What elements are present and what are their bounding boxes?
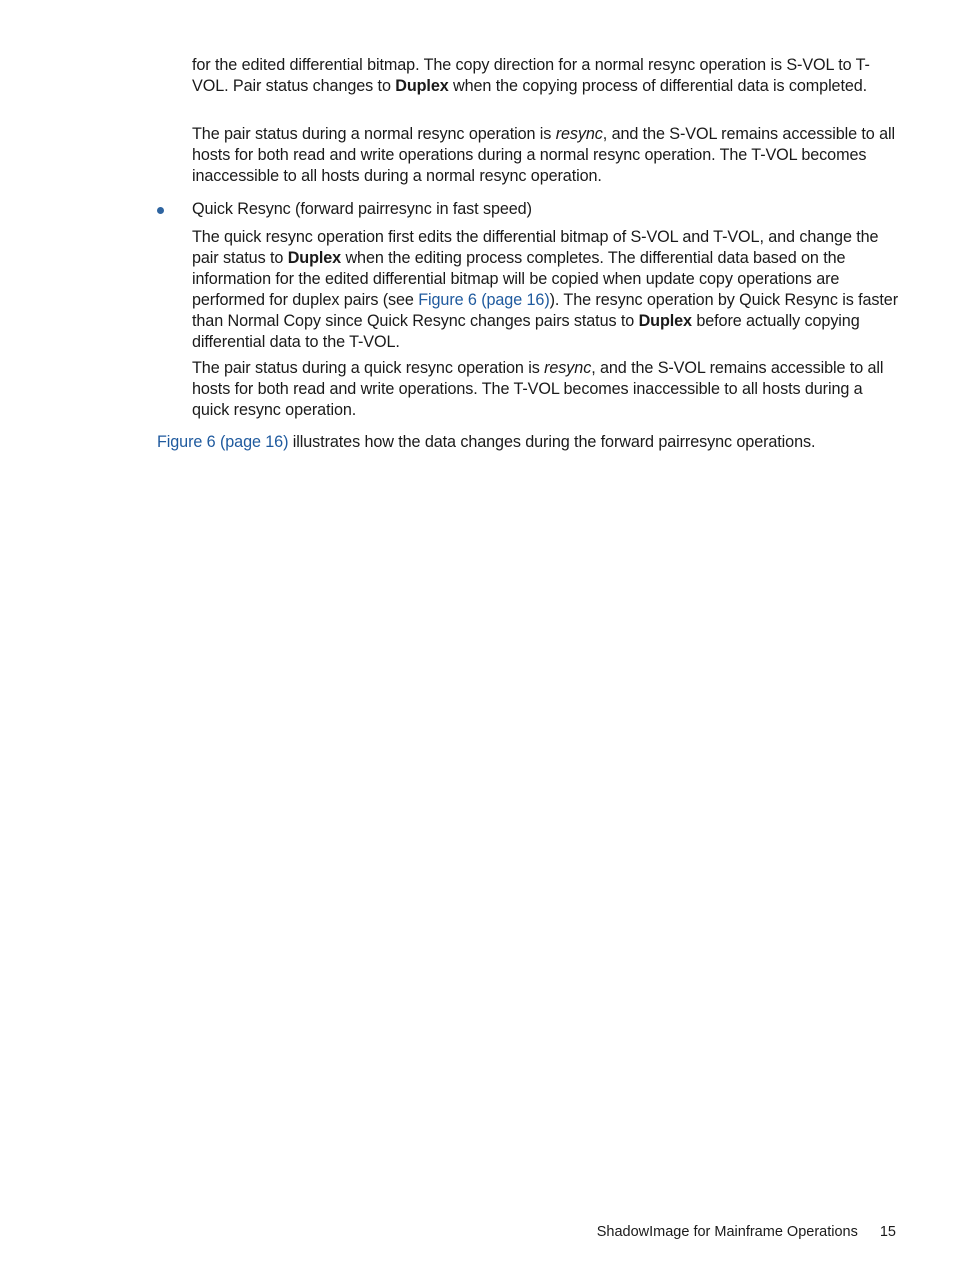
paragraph-figure-reference bbox=[157, 432, 897, 453]
page-number: 15 bbox=[879, 1224, 896, 1240]
paragraph-quick-resync-status bbox=[192, 358, 904, 421]
text: The quick resync operation first edits the differential bitmap of S-VOL and T-VOL, and change the pair status to bbox=[192, 228, 879, 267]
text: The pair status during a quick resync operation is bbox=[192, 359, 545, 377]
status-resync: resync bbox=[555, 125, 603, 143]
text: , and the S-VOL remains accessible to all hosts for both read and write operations during a normal resync operation. The T-VOL becomes inaccessible to all hosts during a normal resync operation. bbox=[192, 125, 895, 185]
status-resync: resync bbox=[544, 359, 592, 377]
text: when the copying process of differential data is completed. bbox=[448, 77, 868, 95]
text: before actually copying differential data to the T-VOL. bbox=[192, 312, 860, 351]
figure-6-link[interactable]: Figure 6 (page 16) bbox=[157, 433, 289, 451]
text: for the edited differential bitmap. The copy direction for a normal resync operation is S-VOL to T-VOL. Pair status changes to bbox=[192, 56, 870, 95]
footer-title: ShadowImage for Mainframe Operations bbox=[596, 1224, 858, 1240]
status-duplex: Duplex bbox=[395, 77, 449, 95]
text: when the editing process completes. The differential data based on the information for the edited differential bitmap will be copied when update copy operations are performed for duplex pairs (see bbox=[192, 249, 846, 309]
paragraph-normal-resync-status bbox=[192, 124, 904, 187]
bullet-dot bbox=[157, 207, 164, 214]
status-duplex: Duplex bbox=[638, 312, 692, 330]
text: illustrates how the data changes during the forward pairresync operations. bbox=[288, 433, 816, 451]
paragraph-quick-resync-description bbox=[192, 227, 904, 353]
text: The pair status during a normal resync operation is bbox=[192, 125, 556, 143]
page-footer bbox=[597, 1222, 896, 1242]
status-duplex: Duplex bbox=[287, 249, 342, 267]
bullet-item-quick-resync: Quick Resync (forward pairresync in fast speed) bbox=[192, 200, 532, 218]
text: ). The resync operation by Quick Resync is faster than Normal Copy since Quick Resync changes pairs status to bbox=[192, 291, 898, 330]
figure-6-link[interactable]: Figure 6 (page 16) bbox=[418, 291, 550, 309]
text: , and the S-VOL remains accessible to all hosts for both read and write operations. The T-VOL becomes inaccessible to all hosts during a quick resync operation. bbox=[192, 359, 884, 419]
paragraph-normal-resync-copy bbox=[192, 55, 904, 97]
